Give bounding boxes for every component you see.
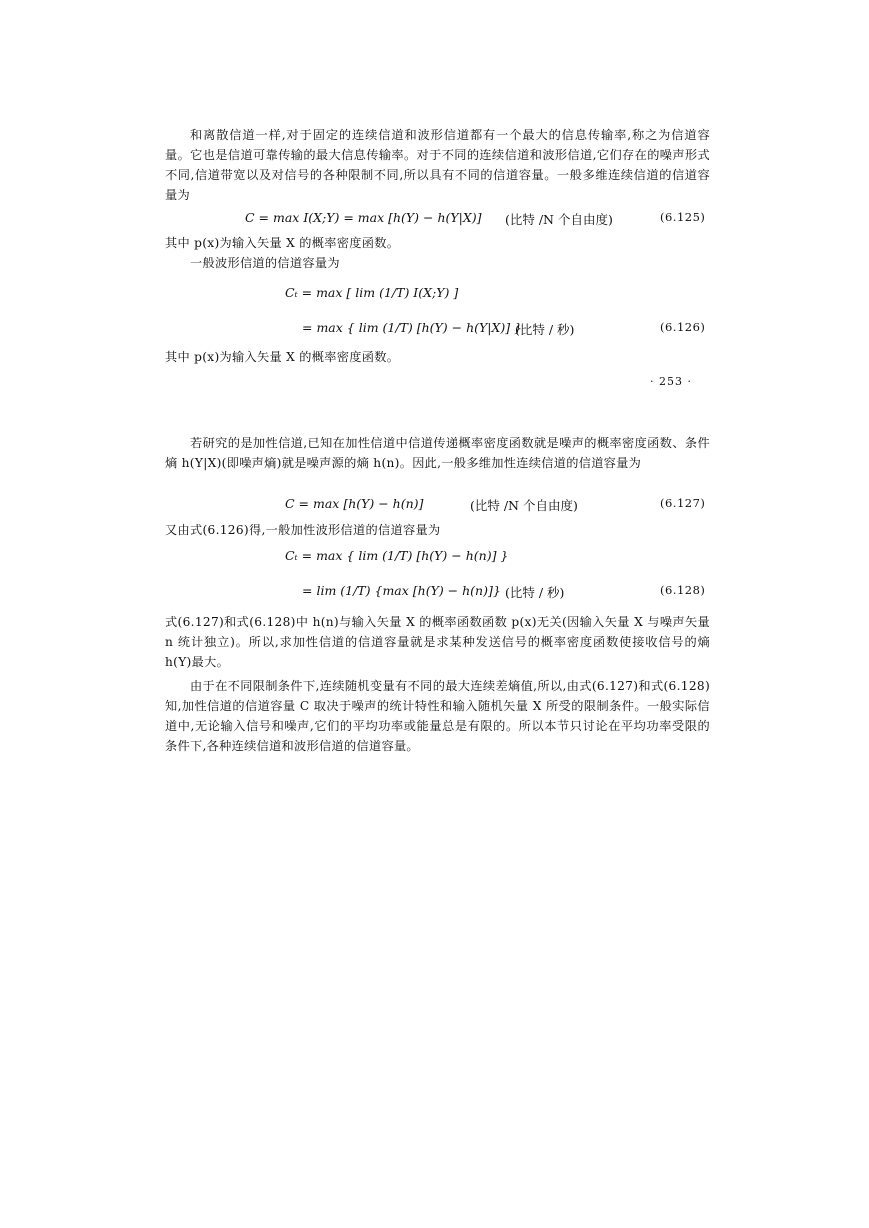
equation-6-125-number: (6.125) bbox=[660, 210, 706, 224]
equation-6-128-unit: (比特 / 秒) bbox=[505, 585, 565, 600]
top-section bbox=[165, 125, 710, 205]
paragraph-additive-channel: 若研究的是加性信道,已知在加性信道中信道传递概率密度函数就是噪声的概率密度函数、条件熵 h(Y|X)(即噪声熵)就是噪声源的熵 h(n)。因此,一般多维加性连续信道的信道容量为 bbox=[165, 436, 710, 470]
equation-6-127-number: (6.127) bbox=[660, 496, 706, 510]
paragraph-independence: 式(6.127)和式(6.128)中 h(n)与输入矢量 X 的概率函数函数 p(x)无关(因输入矢量 X 与噪声矢量 n 统计独立)。所以,求加性信道的信道容量就是求某种发送信号的概率密度函数使接收信号的熵 h(Y)最大。 bbox=[165, 615, 710, 669]
bottom-notes bbox=[165, 520, 710, 540]
paragraph-intro: 和离散信道一样,对于固定的连续信道和波形信道都有一个最大的信息传输率,称之为信道容量。它也是信道可靠传输的最大信息传输率。对于不同的连续信道和波形信道,它们存在的噪声形式不同,信道带宽以及对信号的各种限制不同,所以具有不同的信道容量。一般多维连续信道的信道容量为 bbox=[165, 128, 710, 202]
equation-6-125-body: C = max I(X;Y) = max [h(Y) − h(Y|X)] bbox=[245, 210, 482, 225]
paragraph-waveform-intro: 一般波形信道的信道容量为 bbox=[190, 256, 340, 270]
bottom-conclusion bbox=[165, 612, 710, 756]
equation-6-126-line2-body: = max { lim (1/T) [h(Y) − h(Y|X)] } bbox=[302, 320, 523, 335]
paragraph-where-2: 其中 p(x)为输入矢量 X 的概率密度函数。 bbox=[165, 350, 400, 364]
equation-6-126-line1-body: Cₜ = max [ lim (1/T) I(X;Y) ] bbox=[285, 285, 459, 300]
equation-6-126-number: (6.126) bbox=[660, 320, 706, 334]
equation-6-128-line2 bbox=[0, 583, 869, 605]
page-number: · 253 · bbox=[650, 375, 692, 388]
equation-6-127-unit: (比特 /N 个自由度) bbox=[470, 498, 578, 513]
equation-6-128-line1 bbox=[0, 548, 869, 570]
equation-6-127-body: C = max [h(Y) − h(n)] bbox=[285, 496, 424, 511]
paragraph-from-6-126: 又由式(6.126)得,一般加性波形信道的信道容量为 bbox=[165, 523, 441, 537]
equation-6-128-line2-body: = lim (1/T) {max [h(Y) − h(n)]} bbox=[302, 583, 501, 598]
top-notes-2 bbox=[165, 347, 710, 367]
top-notes bbox=[165, 233, 710, 273]
equation-6-125 bbox=[0, 210, 869, 232]
bottom-section bbox=[165, 433, 710, 473]
equation-6-128-line1-body: Cₜ = max { lim (1/T) [h(Y) − h(n)] } bbox=[285, 548, 509, 563]
equation-6-126-line1 bbox=[0, 285, 869, 307]
equation-6-126-unit: (比特 / 秒) bbox=[515, 322, 575, 337]
equation-6-126-line2 bbox=[0, 320, 869, 342]
equation-6-125-unit: (比特 /N 个自由度) bbox=[505, 212, 613, 227]
paragraph-power-limited: 由于在不同限制条件下,连续随机变量有不同的最大连续差熵值,所以,由式(6.127)和式(6.128)知,加性信道的信道容量 C 取决于噪声的统计特性和输入随机矢量 X 所受的限制条件。一般实际信道中,无论输入信号和噪声,它们的平均功率或能量总是有限的。所以本节只讨论在平均功率受限的条件下,各种连续信道和波形信道的信道容量。 bbox=[165, 679, 710, 753]
equation-6-127 bbox=[0, 496, 869, 518]
equation-6-128-number: (6.128) bbox=[660, 583, 706, 597]
paragraph-where-1: 其中 p(x)为输入矢量 X 的概率密度函数。 bbox=[165, 236, 400, 250]
